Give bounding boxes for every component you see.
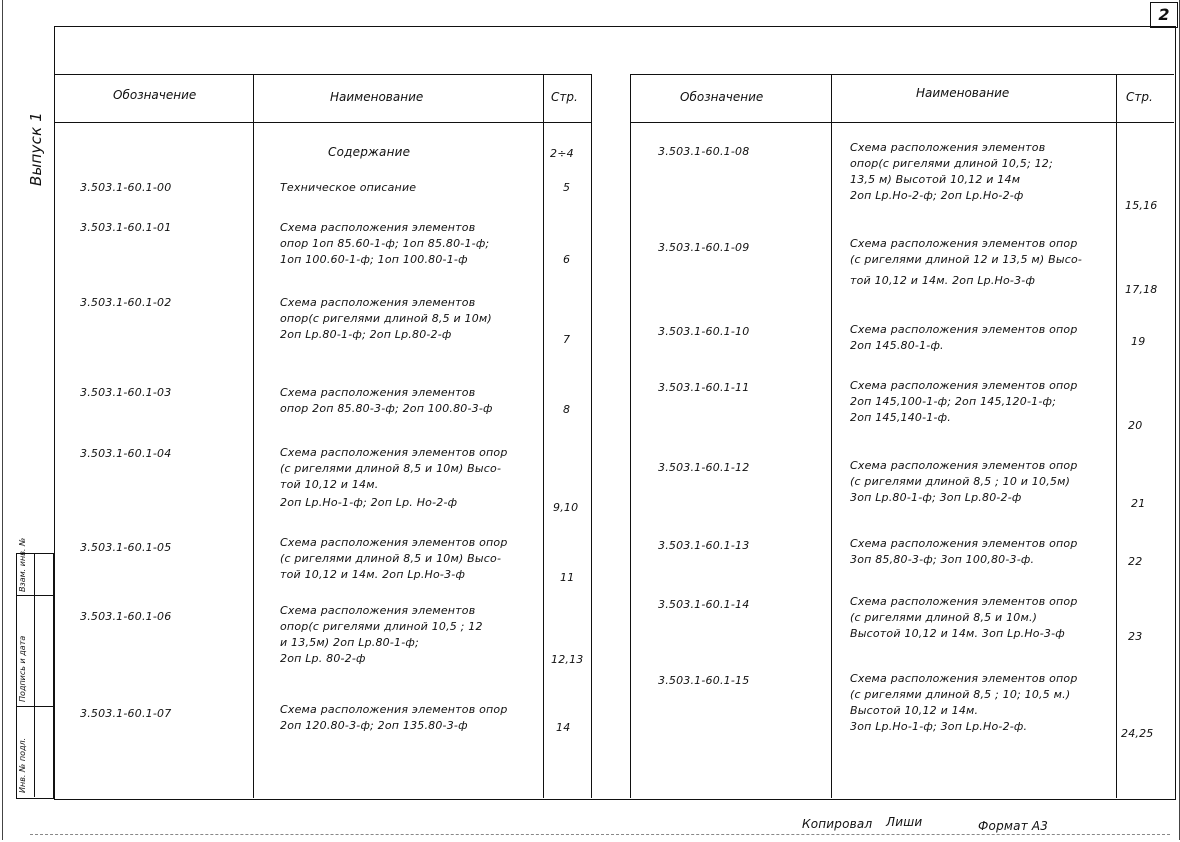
- right-row-4-name: Схема расположения элементов опор (с ригелями длиной 8,5 ; 10 и 10,5м) 3оп Lр.80-1-ф; 3оп Lр.80-2-ф: [850, 459, 1078, 504]
- stamp-label-replace: Взам. инв. №: [18, 537, 27, 592]
- right-row-5-designation: 3.503.1-60.1-13: [658, 539, 750, 552]
- left-row-5-name: Схема расположения элементов опор (с ригелями длиной 8,5 и 10м) Высо- той 10,12 и 14м. 2оп Lр.Но-1-ф; 2оп Lр. Но-2-ф: [280, 446, 508, 509]
- right-row-4-designation: 3.503.1-60.1-12: [658, 461, 750, 474]
- side-label: Выпуск 1: [27, 111, 45, 186]
- right-row-2-designation: 3.503.1-60.1-10: [658, 325, 750, 338]
- left-row-2-page: 6: [563, 253, 571, 266]
- left-row-0-name: Содержание: [328, 145, 411, 159]
- left-row-3-page: 7: [563, 333, 571, 346]
- right-row-2-page: 19: [1131, 335, 1146, 348]
- right-row-1-name: Схема расположения элементов опор (с ригелями длиной 12 и 13,5 м) Высо- той 10,12 и 14м. 2оп Lр.Но-3-ф: [850, 237, 1083, 287]
- left-row-6-designation: 3.503.1-60.1-05: [80, 541, 172, 554]
- right-row-6-name: Схема расположения элементов опор (с ригелями длиной 8,5 и 10м.) Высотой 10,12 и 14м. 3оп Lр.Но-3-ф: [850, 595, 1078, 640]
- right-header-designation: Обозначение: [680, 90, 764, 104]
- right-row-3-designation: 3.503.1-60.1-11: [658, 381, 750, 394]
- left-row-4-page: 8: [563, 403, 571, 416]
- left-row-1-page: 5: [563, 181, 571, 194]
- left-row-1-name: Техническое описание: [280, 181, 417, 194]
- left-row-4-designation: 3.503.1-60.1-03: [80, 386, 172, 399]
- left-row-6-page: 11: [560, 571, 575, 584]
- right-row-6-page: 23: [1128, 630, 1143, 643]
- format-label: Формат А3: [978, 819, 1049, 833]
- right-row-3-page: 20: [1128, 419, 1143, 432]
- right-row-5-page: 22: [1128, 555, 1143, 568]
- right-row-0-name: Схема расположения элементов опор(с ригелями длиной 10,5; 12; 13,5 м) Высотой 10,12 и 14м 2оп Lр.Но-2-ф; 2оп Lр.Но-2-ф: [850, 141, 1053, 202]
- left-row-4-name: Схема расположения элементов опор 2оп 85.80-3-ф; 2оп 100.80-3-ф: [280, 386, 493, 415]
- right-row-6-designation: 3.503.1-60.1-14: [658, 598, 750, 611]
- stamp-label-sign: Подпись и дата: [18, 635, 27, 702]
- copied-label: Копировал: [802, 817, 873, 831]
- left-row-0-page: 2÷4: [550, 147, 574, 160]
- left-row-1-designation: 3.503.1-60.1-00: [80, 181, 172, 194]
- left-row-8-page: 14: [556, 721, 571, 734]
- right-row-0-page: 15,16: [1125, 199, 1158, 212]
- right-row-5-name: Схема расположения элементов опор 3оп 85,80-3-ф; 3оп 100,80-3-ф.: [850, 537, 1078, 566]
- right-header-page: Стр.: [1126, 90, 1153, 104]
- right-row-3-name: Схема расположения элементов опор 2оп 145,100-1-ф; 2оп 145,120-1-ф; 2оп 145,140-1-ф.: [850, 379, 1078, 424]
- left-row-8-name: Схема расположения элементов опор 2оп 120.80-3-ф; 2оп 135.80-3-ф: [280, 703, 508, 732]
- page-number: 2: [1150, 2, 1178, 28]
- left-row-7-name: Схема расположения элементов опор(с ригелями длиной 10,5 ; 12 и 13,5м) 2оп Lр.80-1-ф; 2оп Lр. 80-2-ф: [280, 604, 483, 665]
- right-row-1-designation: 3.503.1-60.1-09: [658, 241, 750, 254]
- left-row-2-name: Схема расположения элементов опор 1оп 85.60-1-ф; 1оп 85.80-1-ф; 1оп 100.60-1-ф; 1оп 100.80-1-ф: [280, 221, 490, 266]
- left-row-5-page: 9,10: [553, 501, 579, 514]
- right-row-4-page: 21: [1131, 497, 1146, 510]
- right-row-7-page: 24,25: [1121, 727, 1154, 740]
- right-row-0-designation: 3.503.1-60.1-08: [658, 145, 750, 158]
- right-row-7-name: Схема расположения элементов опор (с ригелями длиной 8,5 ; 10; 10,5 м.) Высотой 10,12 и 14м. 3оп Lр.Но-1-ф; 3оп Lр.Но-2-ф.: [850, 672, 1078, 733]
- left-header-page: Стр.: [551, 90, 578, 104]
- right-row-7-designation: 3.503.1-60.1-15: [658, 674, 750, 687]
- left-row-7-page: 12,13: [551, 653, 584, 666]
- right-row-2-name: Схема расположения элементов опор 2оп 145.80-1-ф.: [850, 323, 1078, 352]
- left-header-designation: Обозначение: [113, 88, 197, 102]
- left-row-2-designation: 3.503.1-60.1-01: [80, 221, 172, 234]
- left-row-8-designation: 3.503.1-60.1-07: [80, 707, 172, 720]
- copied-signature: Лиши: [886, 815, 923, 829]
- right-header-name: Наименование: [916, 86, 1010, 100]
- left-row-3-name: Схема расположения элементов опор(с ригелями длиной 8,5 и 10м) 2оп Lр.80-1-ф; 2оп Lр.80-2-ф: [280, 296, 492, 341]
- bottom-rule: [30, 834, 1170, 835]
- left-row-6-name: Схема расположения элементов опор (с ригелями длиной 8,5 и 10м) Высо- той 10,12 и 14м. 2оп Lр.Но-3-ф: [280, 536, 508, 581]
- left-row-7-designation: 3.503.1-60.1-06: [80, 610, 172, 623]
- right-row-1-page: 17,18: [1125, 283, 1158, 296]
- stamp-label-inv: Инв. № подл.: [18, 737, 27, 793]
- left-row-5-designation: 3.503.1-60.1-04: [80, 447, 172, 460]
- left-row-3-designation: 3.503.1-60.1-02: [80, 296, 172, 309]
- left-header-name: Наименование: [330, 90, 424, 104]
